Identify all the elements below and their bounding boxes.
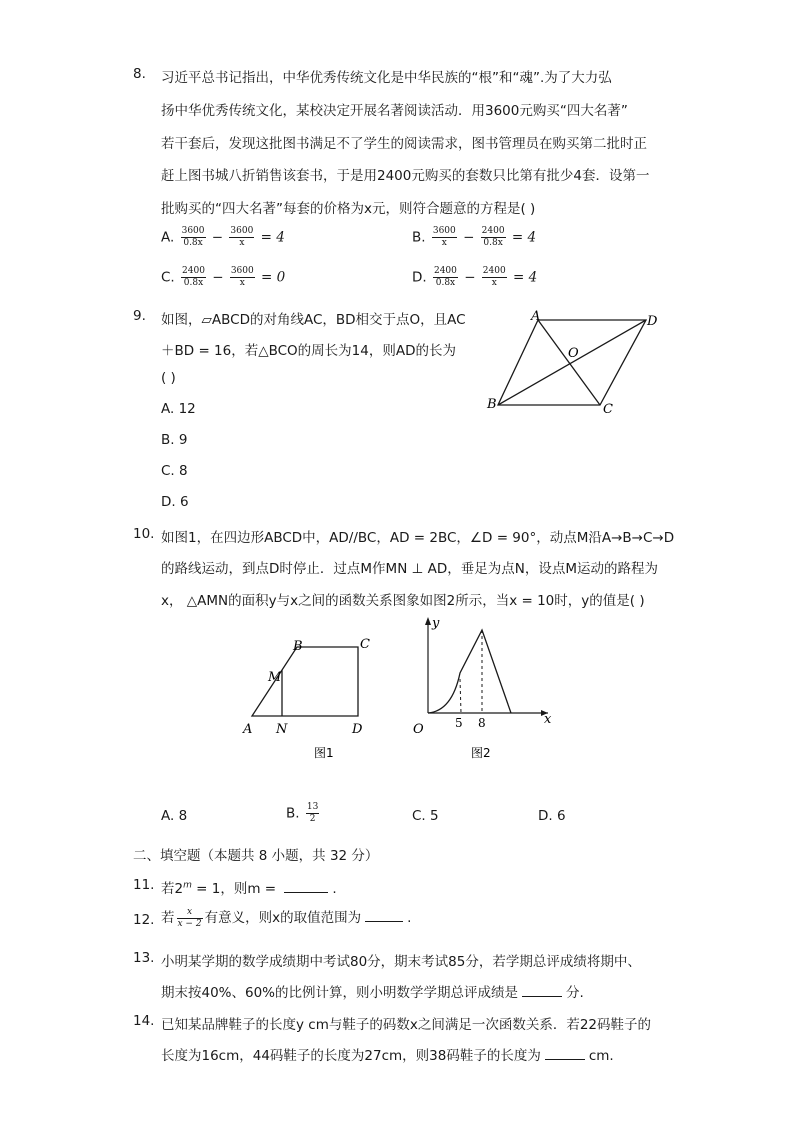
q8-option-c: C. $\frac{2400}{0.8x}$ − $\frac{3600}{x}$ = 0 (161, 266, 286, 288)
q8-option-a: A. $\frac{3600}{0.8x}$ − $\frac{3600}{x}$ = 4 (161, 226, 285, 248)
q11-text: 若$2^m = 1$，则m = . (161, 880, 337, 897)
q8-line-4: 赶上图书城八折销售该套书，于是用2400元购买的套数只比第有批少4套．设第一 (161, 168, 650, 184)
fig1-label-n: N (276, 722, 288, 737)
diagonal-ac (538, 320, 600, 405)
q14-answer-blank[interactable] (545, 1047, 585, 1060)
q12-number: 12. (133, 912, 155, 928)
fig1-label-b: B (293, 639, 303, 654)
q9-number: 9. (133, 308, 146, 324)
q10-option-c: C. 5 (412, 808, 439, 824)
q10-line-3: x， △AMN的面积y与x之间的函数关系图象如图2所示，当x = 10时，y的值是( ) (161, 593, 645, 609)
q13-answer-blank[interactable] (522, 984, 562, 997)
q14-line-1: 已知某品牌鞋子的长度y cm与鞋子的码数x之间满足一次函数关系．若22码鞋子的 (161, 1017, 652, 1033)
label-d: D (647, 314, 658, 329)
q12-text: 若 $\frac{x}{x - 2}$ 有意义，则x的取值范围为 . (161, 906, 412, 929)
label-b: B (487, 397, 497, 412)
q9-option-d: D. 6 (161, 494, 189, 510)
fig2-label-y: y (432, 616, 440, 631)
q11-answer-blank[interactable] (284, 880, 328, 893)
fig2-label-o: O (413, 722, 424, 737)
q13-number: 13. (133, 950, 155, 966)
q10-line-1: 如图1，在四边形ABCD中，AD//BC，AD = 2BC，∠D = 90°，动点M沿A→B→C→D (161, 530, 675, 546)
q8-line-1: 习近平总书记指出，中华优秀传统文化是中华民族的“根”和“魂”.为了大力弘 (161, 70, 612, 86)
q11-number: 11. (133, 877, 155, 893)
fig1-label-m: M (268, 670, 282, 685)
q10-number: 10. (133, 526, 155, 542)
q9-option-c: C. 8 (161, 463, 188, 479)
q8-option-d: D. $\frac{2400}{0.8x}$ − $\frac{2400}{x}$ = 4 (412, 266, 538, 288)
fig2-label-x: x (544, 712, 552, 727)
q10-figure-1 (238, 632, 378, 762)
q9-line-1: 如图，▱ABCD的对角线AC，BD相交于点O，且AC (161, 312, 466, 328)
q8-line-3: 若干套后，发现这批图书满足不了学生的阅读需求，图书管理员在购买第二批时正 (161, 136, 647, 152)
q9-line-2: ＋BD = 16，若△BCO的周长为14，则AD的长为 (161, 343, 456, 359)
diagonal-bd (498, 320, 646, 405)
fig2-tick-5: 5 (455, 716, 463, 730)
function-curve (428, 630, 511, 713)
q9-line-3: ( ) (161, 370, 176, 386)
section-2-title: 二、填空题（本题共 8 小题，共 32 分） (133, 848, 379, 864)
label-o: O (568, 346, 579, 361)
q9-option-b: B. 9 (161, 432, 188, 448)
q8-line-2: 扬中华优秀传统文化，某校决定开展名著阅读活动．用3600元购买“四大名著” (161, 103, 628, 119)
fig1-label-c: C (360, 637, 370, 652)
label-a: A (531, 309, 541, 324)
fig2-caption: 图2 (471, 746, 491, 760)
q10-option-d: D. 6 (538, 808, 566, 824)
q13-line-2: 期末按40%、60%的比例计算，则小明数学学期总评成绩是 分. (161, 985, 584, 1001)
q14-number: 14. (133, 1013, 155, 1029)
fig2-tick-8: 8 (478, 716, 486, 730)
q12-answer-blank[interactable] (365, 909, 403, 922)
q13-line-1: 小明某学期的数学成绩期中考试80分，期末考试85分，若学期总评成绩将期中、 (161, 954, 641, 970)
q14-line-2: 长度为16cm，44码鞋子的长度为27cm，则38码鞋子的长度为 cm. (161, 1048, 614, 1064)
fig1-caption: 图1 (314, 746, 334, 760)
fig1-label-d: D (352, 722, 363, 737)
q10-line-2: 的路线运动，到点D时停止．过点M作MN ⊥ AD，垂足为点N，设点M运动的路程为 (161, 561, 659, 577)
q9-option-a: A. 12 (161, 401, 196, 417)
q10-figure-2 (408, 613, 558, 763)
y-axis-arrow-icon (425, 617, 431, 625)
q8-line-5: 批购买的“四大名著”每套的价格为x元，则符合题意的方程是( ) (161, 201, 536, 217)
q9-parallelogram-figure (480, 305, 670, 420)
dashed-line-5 (460, 679, 461, 713)
q10-option-a: A. 8 (161, 808, 188, 824)
q8-option-b: B. $\frac{3600}{x}$ − $\frac{2400}{0.8x}$ = 4 (412, 226, 537, 248)
fig1-label-a: A (243, 722, 253, 737)
label-c: C (603, 402, 613, 417)
q10-option-b: B. $\frac{13}{2}$ (286, 802, 319, 824)
q8-number: 8. (133, 66, 146, 82)
